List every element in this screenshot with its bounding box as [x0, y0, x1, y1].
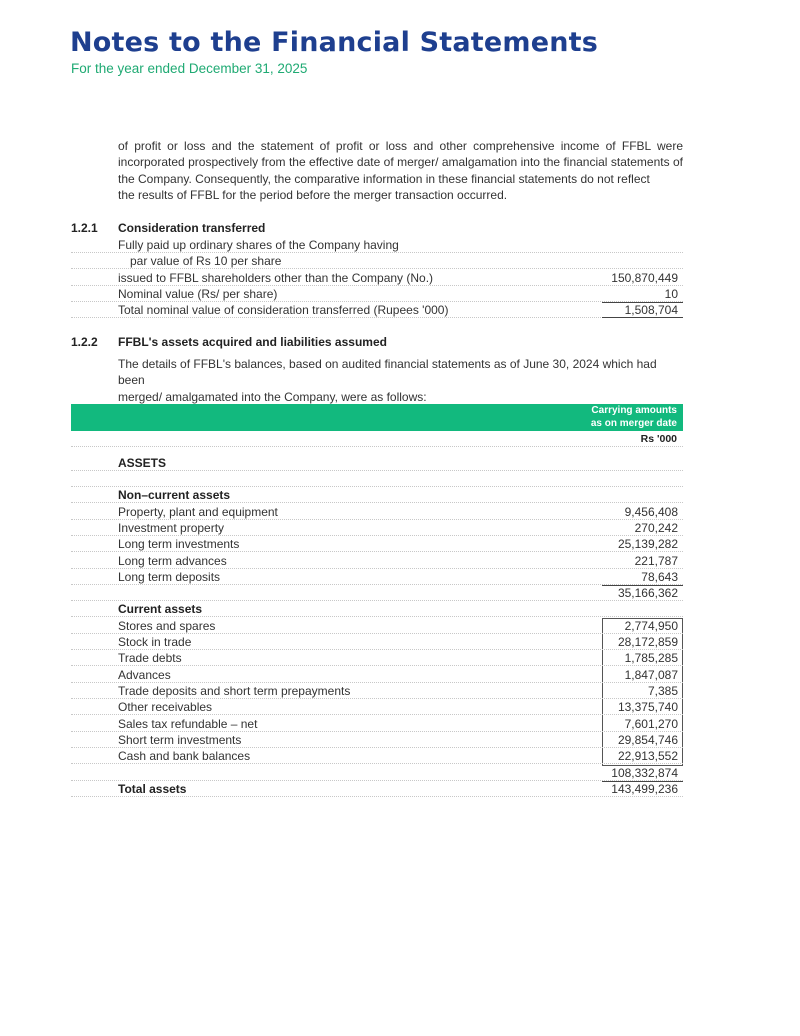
non-current-total: 35,166,362 [617, 586, 678, 600]
intro-line-1: of profit or loss and the statement of profit or loss and other comprehensive income of FFBL were [118, 139, 683, 153]
assets-heading-row [71, 455, 683, 471]
section-122-paragraph [118, 356, 683, 405]
table-row [71, 553, 683, 569]
row-value: 28,172,859 [617, 635, 678, 649]
row-value: 25,139,282 [617, 537, 678, 551]
consideration-row [71, 302, 683, 318]
row-label: issued to FFBL shareholders other than the Company (No.) [118, 271, 434, 285]
row-label: Short term investments [118, 733, 242, 747]
row-value: 2,774,950 [624, 619, 678, 633]
table-row [71, 732, 683, 748]
section-title-122: FFBL's assets acquired and liabilities assumed [118, 335, 387, 349]
total-assets-rule [602, 781, 683, 782]
row-label: Long term deposits [118, 570, 221, 584]
consideration-row [71, 270, 683, 286]
row-label: Cash and bank balances [118, 749, 251, 763]
assets-heading: ASSETS [118, 456, 167, 470]
column-header-line-1: Carrying amounts [591, 405, 677, 416]
section-number-122: 1.2.2 [71, 335, 98, 349]
intro-line-3: of the Company. Consequently, the comparative information in these financial statements do not reflect [118, 155, 683, 186]
row-label: Long term investments [118, 537, 240, 551]
row-label: Nominal value (Rs/ per share) [118, 287, 278, 301]
row-value: 1,785,285 [624, 651, 678, 665]
row-value: 29,854,746 [617, 733, 678, 747]
consideration-row [71, 286, 683, 302]
row-value: 78,643 [641, 570, 678, 584]
non-current-heading-row [71, 487, 683, 503]
row-label: Advances [118, 668, 171, 682]
table-row [71, 618, 683, 634]
total-top-rule [602, 302, 683, 303]
non-current-heading: Non–current assets [118, 488, 231, 502]
table-row [71, 667, 683, 683]
table-row [71, 683, 683, 699]
consideration-row [71, 237, 683, 253]
row-value: 1,508,704 [624, 303, 678, 317]
row-label: Trade deposits and short term prepayments [118, 684, 351, 698]
row-label: Sales tax refundable – net [118, 717, 258, 731]
table-row [71, 536, 683, 552]
intro-paragraph [118, 138, 683, 204]
section-title-121: Consideration transferred [118, 221, 266, 235]
row-label: Property, plant and equipment [118, 505, 278, 519]
row-label: Long term advances [118, 554, 227, 568]
row-value: 13,375,740 [617, 700, 678, 714]
row-value: 7,601,270 [624, 717, 678, 731]
table-row [71, 520, 683, 536]
row-value: 221,787 [634, 554, 678, 568]
row-value: 9,456,408 [624, 505, 678, 519]
para-line-1: The details of FFBL's balances, based on audited financial statements as of June 30, 2024 which had been [118, 357, 657, 388]
section-number-121: 1.2.1 [71, 221, 98, 235]
row-value: 150,870,449 [611, 271, 678, 285]
row-value: 22,913,552 [617, 749, 678, 763]
intro-line-2: incorporated prospectively from the effective date of merger/ amalgamation into the financial statements [118, 155, 670, 170]
total-assets-label: Total assets [118, 782, 187, 796]
current-total: 108,332,874 [611, 766, 678, 780]
row-value: 7,385 [647, 684, 678, 698]
table-row [71, 650, 683, 666]
total-assets-row [71, 781, 683, 797]
row-label: Investment property [118, 521, 225, 535]
table-row [71, 748, 683, 764]
row-label: Stores and spares [118, 619, 216, 633]
total-assets-value: 143,499,236 [611, 782, 678, 796]
table-header-bar [71, 404, 683, 431]
row-label: Stock in trade [118, 635, 192, 649]
intro-line-4: the results of FFBL for the period before the merger transaction occurred. [118, 188, 508, 203]
table-row [71, 634, 683, 650]
column-header [591, 405, 677, 430]
consideration-row [71, 253, 683, 269]
blank-row [71, 471, 683, 487]
total-bottom-rule [602, 317, 683, 318]
table-row [71, 504, 683, 520]
table-row [71, 716, 683, 732]
page-subtitle: For the year ended December 31, 2025 [71, 61, 308, 76]
subtotal-row [71, 585, 683, 601]
column-header-line-2: as on merger date [590, 417, 677, 429]
subtotal-row [71, 765, 683, 781]
current-heading: Current assets [118, 602, 203, 616]
row-label: Trade debts [118, 651, 182, 665]
page-title: Notes to the Financial Statements [70, 27, 599, 58]
unit-row [71, 431, 683, 447]
row-value: 270,242 [634, 521, 678, 535]
table-row [71, 569, 683, 585]
row-label: Fully paid up ordinary shares of the Company having [118, 238, 399, 252]
row-value: 1,847,087 [624, 668, 678, 682]
current-heading-row [71, 601, 683, 617]
row-label: par value of Rs 10 per share [130, 254, 282, 268]
subtotal-rule [602, 585, 683, 586]
unit-label: Rs '000 [640, 433, 677, 445]
row-label: Total nominal value of consideration transferred (Rupees '000) [118, 303, 449, 317]
para-line-2: merged/ amalgamated into the Company, were as follows: [118, 389, 427, 404]
table-row [71, 699, 683, 715]
row-value: 10 [664, 287, 678, 301]
row-label: Other receivables [118, 700, 213, 714]
